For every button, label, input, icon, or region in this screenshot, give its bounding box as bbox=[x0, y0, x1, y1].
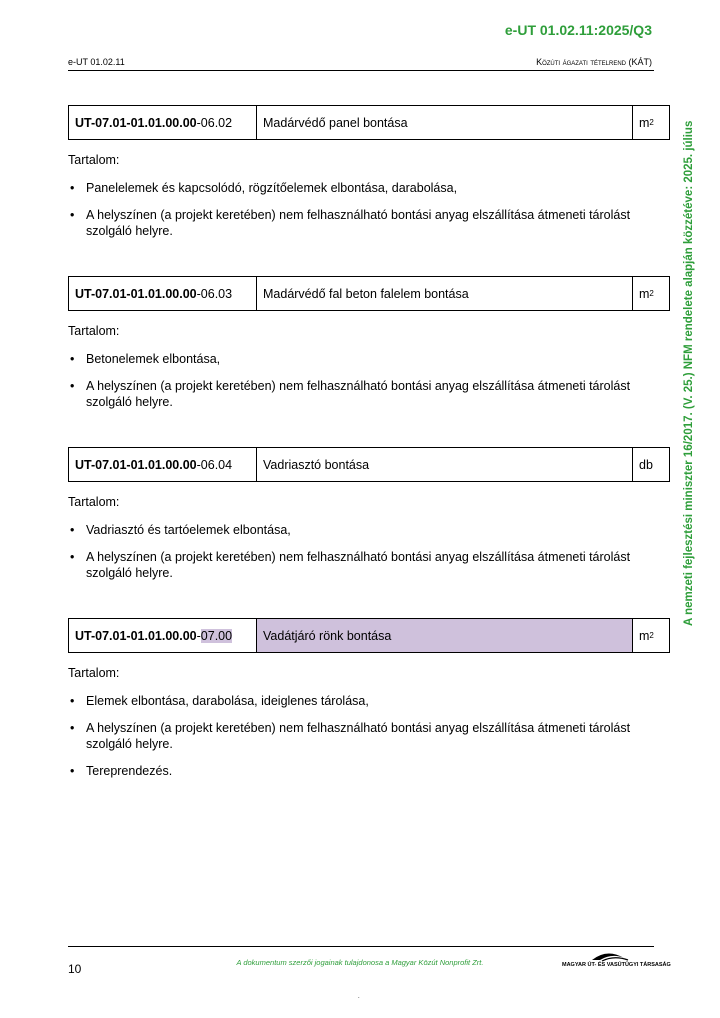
item-name: Vadátjáró rönk bontása bbox=[257, 619, 633, 652]
item-code-rest: -06.03 bbox=[196, 286, 233, 301]
item-code-rest: -06.02 bbox=[196, 115, 233, 130]
bullet-list bbox=[68, 693, 670, 779]
copyright-note: A dokumentum szerzői jogainak tulajdonosa a Magyar Közút Nonprofit Zrt. bbox=[236, 958, 484, 967]
list-item: • A helyszínen (a projekt keretében) nem felhasználható bontási anyag elszállítása átmeneti tárolást szolgáló helyre. bbox=[68, 378, 646, 410]
item-06-04 bbox=[68, 447, 670, 592]
item-unit: db bbox=[639, 457, 653, 472]
item-unit: m 2 bbox=[639, 115, 654, 130]
company-logo-text: MAGYAR ÚT- ÉS VASÚTÜGYI TÁRSASÁG bbox=[562, 962, 671, 968]
page-number: 10 bbox=[68, 962, 82, 976]
item-code-row bbox=[68, 105, 670, 140]
footer-dot: . bbox=[358, 994, 360, 1000]
item-name: Madárvédő panel bontása bbox=[257, 106, 633, 139]
list-item: • A helyszínen (a projekt keretében) nem felhasználható bontási anyag elszállítása átmeneti tárolást szolgáló helyre. bbox=[68, 549, 646, 581]
item-code-row bbox=[68, 618, 670, 653]
bullet-list bbox=[68, 351, 670, 410]
bullet-list bbox=[68, 180, 670, 239]
item-06-02 bbox=[68, 105, 670, 250]
content-label: Tartalom: bbox=[68, 153, 120, 167]
item-code-bold: UT-07.01-01.01.00.00 bbox=[75, 457, 197, 472]
item-code-highlight: 07.00 bbox=[200, 628, 233, 643]
item-code-rest: -06.04 bbox=[196, 457, 233, 472]
item-code-bold: UT-07.01-01.01.00.00 bbox=[75, 628, 197, 643]
side-publication-note: A nemzeti fejlesztési miniszter 16/2017. (V. 25.) NFM rendelete alapján közzétéve: 2025. július bbox=[683, 120, 695, 626]
item-unit: m 2 bbox=[639, 628, 654, 643]
header-divider bbox=[68, 70, 654, 71]
list-item: • A helyszínen (a projekt keretében) nem felhasználható bontási anyag elszállítása átmeneti tárolást szolgáló helyre. bbox=[68, 720, 646, 752]
item-06-03 bbox=[68, 276, 670, 421]
bullet-list bbox=[68, 522, 670, 581]
list-item: • Betonelemek elbontása, bbox=[68, 351, 646, 367]
header-right: Közúti ágazati tételrend (KÁT) bbox=[536, 57, 652, 67]
content-label: Tartalom: bbox=[68, 324, 120, 338]
list-item: • Elemek elbontása, darabolása, ideiglenes tárolása, bbox=[68, 693, 646, 709]
content-label: Tartalom: bbox=[68, 666, 120, 680]
list-item: • Panelelemek és kapcsolódó, rögzítőelemek elbontása, darabolása, bbox=[68, 180, 646, 196]
item-code-row bbox=[68, 276, 670, 311]
item-07-00 bbox=[68, 618, 670, 790]
item-code-bold: UT-07.01-01.01.00.00 bbox=[75, 286, 197, 301]
item-unit: m 2 bbox=[639, 286, 654, 301]
item-code-rest: - bbox=[196, 628, 201, 643]
footer-divider bbox=[68, 946, 654, 947]
document-id: e-UT 01.02.11:2025/Q3 bbox=[504, 22, 652, 38]
content-label: Tartalom: bbox=[68, 495, 120, 509]
item-code-row bbox=[68, 447, 670, 482]
list-item: • Tereprendezés. bbox=[68, 763, 646, 779]
item-name: Vadriasztó bontása bbox=[257, 448, 633, 481]
item-code-bold: UT-07.01-01.01.00.00 bbox=[75, 115, 197, 130]
list-item: • A helyszínen (a projekt keretében) nem felhasználható bontási anyag elszállítása átmeneti tárolást szolgáló helyre. bbox=[68, 207, 646, 239]
list-item: • Vadriasztó és tartóelemek elbontása, bbox=[68, 522, 646, 538]
item-name: Madárvédő fal beton falelem bontása bbox=[257, 277, 633, 310]
header-left: e-UT 01.02.11 bbox=[68, 57, 125, 67]
